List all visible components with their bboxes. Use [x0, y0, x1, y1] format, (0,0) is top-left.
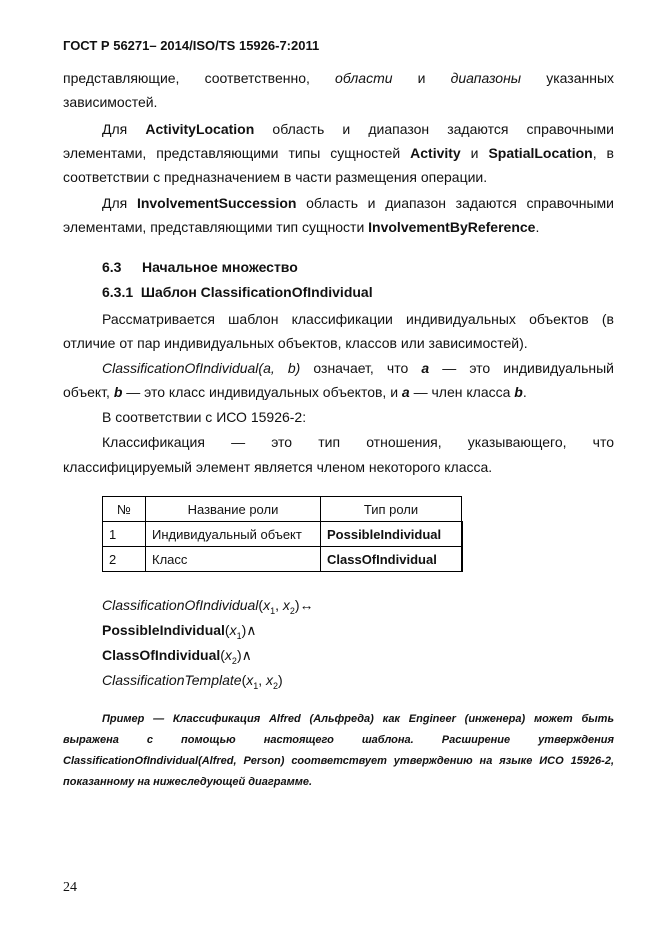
- paragraph-line: Классификация — это тип отношения, указывающего, что: [102, 434, 615, 450]
- table-cell: ClassOfIndividual: [321, 547, 462, 572]
- paragraph-line: соответствии с предназначением в части размещения операции.: [63, 169, 488, 185]
- table-row: [103, 522, 462, 547]
- paragraph-line: зависимостей.: [63, 94, 158, 110]
- document-header: ГОСТ Р 56271– 2014/ISO/TS 15926-7:2011: [63, 38, 320, 53]
- example-line: выражена с помощью настоящего шаблона. Расширение утверждения: [63, 734, 614, 746]
- formula-line: $PossibleIndividual(x_1)\wedge$: [102, 622, 257, 641]
- word: указанных: [546, 70, 615, 86]
- formula-line: $ClassificationTemplate(x_1$, $x_2$): [102, 672, 283, 691]
- table-cell: 1: [103, 522, 146, 547]
- paragraph-line: В соответствии с ИСО 15926-2:: [102, 409, 307, 425]
- paragraph-line: элементами, представляющими типы сущностей Activity и SpatialLocation, в: [63, 145, 614, 161]
- paragraph-line: [63, 66, 614, 91]
- word: диапазоны: [450, 70, 522, 86]
- table-row: [103, 547, 462, 572]
- section-number: 6.3: [102, 259, 122, 275]
- table-cell: Класс: [146, 547, 321, 572]
- word: и: [417, 70, 426, 86]
- example-line: показанному на нижеследующей диаграмме.: [63, 776, 313, 788]
- paragraph-line: Для ActivityLocation область и диапазон задаются справочными: [102, 121, 614, 137]
- table-cell: 2: [103, 547, 146, 572]
- table-header-cell: №: [103, 497, 146, 522]
- word: представляющие,: [63, 70, 180, 86]
- paragraph-line: Рассматривается шаблон классификации индивидуальных объектов (в: [102, 311, 614, 327]
- word: области: [335, 70, 393, 86]
- formula-line: $ClassificationOfIndividual(x_1$, $x_2)\leftrightarrow$: [102, 597, 314, 616]
- paragraph-line: отличие от пар индивидуальных объектов, классов или зависимостей).: [63, 335, 528, 351]
- table-header-cell: Тип роли: [321, 497, 462, 522]
- paragraph-line: Для InvolvementSuccession область и диапазон задаются справочными: [102, 195, 614, 211]
- table-header-cell: Название роли: [146, 497, 321, 522]
- table-cell: Индивидуальный объект: [146, 522, 321, 547]
- section-title: Начальное множество: [142, 259, 298, 275]
- example-line: ClassificationOfIndividual(Alfred, Person) соответствует утверждению на языке ИСО 15926-2,: [63, 755, 614, 767]
- word: соответственно,: [204, 70, 310, 86]
- paragraph-line: классифицируемый элемент является членом некоторого класса.: [63, 459, 493, 475]
- formula-line: $ClassOfIndividual(x_2)\wedge$: [102, 647, 252, 666]
- table-header-row: [103, 497, 462, 522]
- subsection-title: 6.3.1 Шаблон ClassificationOfIndividual: [102, 284, 373, 300]
- paragraph-line: элементами, представляющими тип сущности InvolvementByReference.: [63, 219, 540, 235]
- table-cell: PossibleIndividual: [321, 522, 462, 547]
- page-number: 24: [63, 880, 77, 895]
- paragraph-line: ClassificationOfIndividual(a, b) означает, что a — это индивидуальный: [102, 360, 614, 376]
- paragraph-line: объект, b — это класс индивидуальных объектов, и a — член класса b.: [63, 384, 527, 400]
- roles-table: [102, 496, 463, 572]
- example-line: Пример — Классификация Alfred (Альфреда) как Engineer (инженера) может быть: [102, 713, 614, 725]
